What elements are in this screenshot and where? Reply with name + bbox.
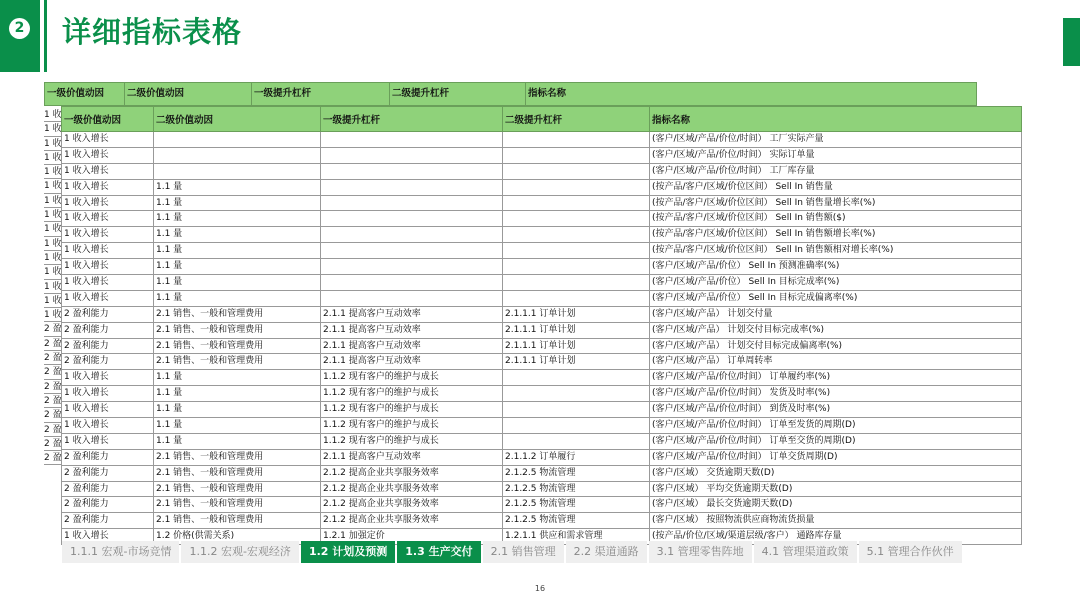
table-cell: 2 盈利能力 bbox=[62, 481, 154, 497]
table-cell: 2.1.1 提高客户互动效率 bbox=[321, 338, 503, 354]
table-cell: 2.1.1.1 订单计划 bbox=[503, 322, 650, 338]
table-cell bbox=[321, 227, 503, 243]
table-cell: 2.1.1 提高客户互动效率 bbox=[321, 449, 503, 465]
table-cell: 2.1.1 提高客户互动效率 bbox=[321, 306, 503, 322]
table-cell: (客户/区域/产品） 计划交付量 bbox=[650, 306, 1022, 322]
table-cell: 2.1.2.5 物流管理 bbox=[503, 465, 650, 481]
column-header: 指标名称 bbox=[650, 107, 1022, 132]
table-row bbox=[62, 418, 1022, 434]
table-cell: 1.1 量 bbox=[154, 259, 321, 275]
nav-tab[interactable]: 1.3 生产交付 bbox=[397, 541, 480, 563]
table-cell: (按产品/客户/区域/价位区间） Sell In 销售量增长率(%) bbox=[650, 195, 1022, 211]
table-cell: 2.1.2 提高企业共享服务效率 bbox=[321, 513, 503, 529]
table-cell: 2 盈利能力 bbox=[62, 322, 154, 338]
table-row bbox=[62, 497, 1022, 513]
column-header: 一级提升杠杆 bbox=[321, 107, 503, 132]
stub-cell: 1 收 bbox=[44, 251, 62, 265]
table-cell: 1.1 量 bbox=[154, 386, 321, 402]
table-cell bbox=[503, 386, 650, 402]
table-cell: 1.1.2 现有客户的维护与成长 bbox=[321, 386, 503, 402]
table-cell bbox=[321, 163, 503, 179]
table-cell: (客户/区域/产品/价位/时间） 工厂实际产量 bbox=[650, 132, 1022, 148]
table-cell: 2.1 销售、一般和管理费用 bbox=[154, 354, 321, 370]
table-cell bbox=[503, 227, 650, 243]
table-cell: 1.1 量 bbox=[154, 211, 321, 227]
nav-tab[interactable]: 2.1 销售管理 bbox=[483, 541, 564, 563]
outer-header-cell: 一级价值动因 bbox=[45, 83, 125, 105]
table-cell: 1 收入增长 bbox=[62, 132, 154, 148]
table-cell: 2.1.1.1 订单计划 bbox=[503, 306, 650, 322]
stub-cell: 2 盈 bbox=[44, 337, 62, 351]
table-cell: 1.1 量 bbox=[154, 227, 321, 243]
section-nav bbox=[62, 541, 964, 563]
table-cell: 1 收入增长 bbox=[62, 211, 154, 227]
outer-header-row bbox=[44, 82, 977, 106]
table-cell: 1.2 价格(供需关系) bbox=[154, 529, 321, 545]
table-row bbox=[62, 243, 1022, 259]
stub-cell: 1 收 bbox=[44, 280, 62, 294]
table-cell: 2 盈利能力 bbox=[62, 449, 154, 465]
table-cell: 2.1 销售、一般和管理费用 bbox=[154, 481, 321, 497]
nav-tab[interactable]: 1.1.1 宏观-市场竞情 bbox=[62, 541, 179, 563]
table-cell bbox=[321, 147, 503, 163]
table-row bbox=[62, 179, 1022, 195]
page-number: 16 bbox=[534, 584, 546, 593]
table-cell bbox=[154, 132, 321, 148]
table-cell bbox=[503, 147, 650, 163]
stub-cell: 1 收 bbox=[44, 165, 62, 179]
table-cell bbox=[154, 147, 321, 163]
table-cell: 1 收入增长 bbox=[62, 163, 154, 179]
table-cell: (客户/区域/产品/价位/时间） 订单交货周期(D) bbox=[650, 449, 1022, 465]
table-cell: (按产品/客户/区域/价位区间） Sell In 销售量 bbox=[650, 179, 1022, 195]
table-cell: 1 收入增长 bbox=[62, 290, 154, 306]
table-cell: (按产品/客户/区域/价位区间） Sell In 销售额($) bbox=[650, 211, 1022, 227]
table-cell: 1.1 量 bbox=[154, 433, 321, 449]
title-divider bbox=[44, 0, 47, 72]
table-cell: 2.1.1 提高客户互动效率 bbox=[321, 354, 503, 370]
table-cell: (客户/区域） 平均交货逾期天数(D) bbox=[650, 481, 1022, 497]
table-row bbox=[62, 227, 1022, 243]
table-cell: 2.1.2.5 物流管理 bbox=[503, 513, 650, 529]
stub-cell: 1 收 bbox=[44, 294, 62, 308]
stub-cell: 2 盈 bbox=[44, 380, 62, 394]
table-cell: 2.1 销售、一般和管理费用 bbox=[154, 306, 321, 322]
table-cell: 1 收入增长 bbox=[62, 386, 154, 402]
table-cell: (客户/区域） 按照物流供应商物流货损量 bbox=[650, 513, 1022, 529]
table-cell: 1 收入增长 bbox=[62, 195, 154, 211]
stub-cell: 2 盈 bbox=[44, 423, 62, 437]
table-cell: 2.1.1.1 订单计划 bbox=[503, 354, 650, 370]
table-row bbox=[62, 370, 1022, 386]
table-cell: 2.1.2.5 物流管理 bbox=[503, 497, 650, 513]
table-cell bbox=[503, 370, 650, 386]
table-row bbox=[62, 386, 1022, 402]
table-cell: 1.1.2 现有客户的维护与成长 bbox=[321, 370, 503, 386]
table-cell bbox=[503, 402, 650, 418]
table-cell: 1.1.2 现有客户的维护与成长 bbox=[321, 433, 503, 449]
table-cell: 2.1.1.1 订单计划 bbox=[503, 338, 650, 354]
table-cell: 1.1.2 现有客户的维护与成长 bbox=[321, 418, 503, 434]
table-row bbox=[62, 290, 1022, 306]
column-header: 二级价值动因 bbox=[154, 107, 321, 132]
table-row bbox=[62, 195, 1022, 211]
table-cell: 1 收入增长 bbox=[62, 147, 154, 163]
stub-cell: 2 盈 bbox=[44, 437, 62, 451]
table-row bbox=[62, 402, 1022, 418]
table-cell: 1.2.1 加强定价 bbox=[321, 529, 503, 545]
stub-cell: 1 收 bbox=[44, 108, 62, 122]
table-cell: 1.1 量 bbox=[154, 370, 321, 386]
table-cell: 1.1 量 bbox=[154, 243, 321, 259]
table-cell: 2.1.2 提高企业共享服务效率 bbox=[321, 481, 503, 497]
table-row bbox=[62, 481, 1022, 497]
table-cell bbox=[503, 433, 650, 449]
table-row bbox=[62, 322, 1022, 338]
table-cell bbox=[503, 195, 650, 211]
table-row bbox=[62, 211, 1022, 227]
stub-cell: 2 盈 bbox=[44, 394, 62, 408]
table-row bbox=[62, 132, 1022, 148]
table-cell: 1 收入增长 bbox=[62, 370, 154, 386]
table-cell: (客户/区域/产品/价位） Sell In 目标完成偏离率(%) bbox=[650, 290, 1022, 306]
nav-tab[interactable]: 1.2 计划及预测 bbox=[301, 541, 395, 563]
table-cell: 1 收入增长 bbox=[62, 529, 154, 545]
table-cell: 2.1.1.2 订单履行 bbox=[503, 449, 650, 465]
table-cell: (按产品/客户/区域/价位区间） Sell In 销售额增长率(%) bbox=[650, 227, 1022, 243]
table-cell bbox=[321, 195, 503, 211]
table-row bbox=[62, 433, 1022, 449]
table-cell: 2.1 销售、一般和管理费用 bbox=[154, 338, 321, 354]
table-cell: 2.1 销售、一般和管理费用 bbox=[154, 449, 321, 465]
table-cell: (客户/区域/产品/价位/时间） 实际订单量 bbox=[650, 147, 1022, 163]
table-row bbox=[62, 147, 1022, 163]
table-cell: (客户/区域/产品/价位/时间） 发货及时率(%) bbox=[650, 386, 1022, 402]
nav-tab[interactable]: 3.1 管理零售阵地 bbox=[649, 541, 752, 563]
table-row bbox=[62, 513, 1022, 529]
table-cell: (客户/区域/产品/价位/时间） 订单至交货的周期(D) bbox=[650, 433, 1022, 449]
table-cell bbox=[321, 132, 503, 148]
stub-cell: 1 收 bbox=[44, 179, 62, 193]
stub-cell: 1 收 bbox=[44, 208, 62, 222]
table-cell: (客户/区域/产品/价位/时间） 订单至发货的周期(D) bbox=[650, 418, 1022, 434]
stub-cell: 1 收 bbox=[44, 308, 62, 322]
table-cell: 1 收入增长 bbox=[62, 179, 154, 195]
table-cell bbox=[503, 243, 650, 259]
table-cell: 1.1 量 bbox=[154, 290, 321, 306]
outer-header-cell: 二级提升杠杆 bbox=[390, 83, 526, 105]
table-cell: (客户/区域/产品） 计划交付目标完成率(%) bbox=[650, 322, 1022, 338]
table-cell: 1.1 量 bbox=[154, 402, 321, 418]
table-cell bbox=[503, 132, 650, 148]
table-cell bbox=[503, 211, 650, 227]
table-cell bbox=[154, 163, 321, 179]
table-cell: 1.1 量 bbox=[154, 179, 321, 195]
table-cell bbox=[503, 290, 650, 306]
table-cell bbox=[321, 275, 503, 291]
table-row bbox=[62, 449, 1022, 465]
table-cell: 1 收入增长 bbox=[62, 275, 154, 291]
table-cell: 2 盈利能力 bbox=[62, 497, 154, 513]
nav-tab[interactable]: 1.1.2 宏观-宏观经济 bbox=[181, 541, 298, 563]
table-row bbox=[62, 259, 1022, 275]
table-cell bbox=[503, 163, 650, 179]
table-cell: 2 盈利能力 bbox=[62, 338, 154, 354]
stub-cell: 1 收 bbox=[44, 122, 62, 136]
nav-tab[interactable]: 4.1 管理渠道政策 bbox=[754, 541, 857, 563]
table-cell bbox=[321, 211, 503, 227]
stub-cell: 2 盈 bbox=[44, 322, 62, 336]
table-cell: 2 盈利能力 bbox=[62, 465, 154, 481]
section-number-badge bbox=[0, 0, 40, 72]
table-cell bbox=[321, 179, 503, 195]
outer-header-cell: 指标名称 bbox=[528, 88, 567, 99]
table-cell: 2.1.2 提高企业共享服务效率 bbox=[321, 497, 503, 513]
table-cell bbox=[503, 259, 650, 275]
stub-cell: 1 收 bbox=[44, 222, 62, 236]
table-cell: 2 盈利能力 bbox=[62, 354, 154, 370]
table-cell: 2 盈利能力 bbox=[62, 306, 154, 322]
stub-cell: 2 盈 bbox=[44, 365, 62, 379]
table-cell: 1 收入增长 bbox=[62, 227, 154, 243]
corner-accent-bar bbox=[1063, 18, 1080, 66]
table-cell: 1.1 量 bbox=[154, 418, 321, 434]
table-cell: 1 收入增长 bbox=[62, 243, 154, 259]
stub-cell: 2 盈 bbox=[44, 351, 62, 365]
stub-cell: 2 盈 bbox=[44, 408, 62, 422]
table-cell: 2.1 销售、一般和管理费用 bbox=[154, 497, 321, 513]
stub-cell: 1 收 bbox=[44, 265, 62, 279]
stub-cell: 1 收 bbox=[44, 137, 62, 151]
table-cell bbox=[321, 290, 503, 306]
table-cell: (客户/区域/产品/价位/时间） 订单履约率(%) bbox=[650, 370, 1022, 386]
stub-cell: 1 收 bbox=[44, 194, 62, 208]
table-cell bbox=[503, 418, 650, 434]
table-cell: (按产品/客户/区域/价位区间） Sell In 销售额相对增长率(%) bbox=[650, 243, 1022, 259]
table-cell bbox=[321, 259, 503, 275]
table-cell: (客户/区域） 最长交货逾期天数(D) bbox=[650, 497, 1022, 513]
table-cell: 1.1 量 bbox=[154, 275, 321, 291]
outer-header-cell: 一级提升杠杆 bbox=[252, 83, 390, 105]
table-row bbox=[62, 338, 1022, 354]
table-header-row bbox=[62, 107, 1022, 132]
stub-cell: 1 收 bbox=[44, 151, 62, 165]
nav-tab[interactable]: 5.1 管理合作伙伴 bbox=[859, 541, 962, 563]
table-cell: (按产品/价位/区域/渠道层级/客户） 通路库存量 bbox=[650, 529, 1022, 545]
table-row bbox=[62, 163, 1022, 179]
table-cell: (客户/区域/产品/价位/时间） 工厂库存量 bbox=[650, 163, 1022, 179]
table-cell bbox=[503, 275, 650, 291]
table-cell: 2 盈利能力 bbox=[62, 513, 154, 529]
section-number: 2 bbox=[9, 18, 30, 39]
table-cell: (客户/区域） 交货逾期天数(D) bbox=[650, 465, 1022, 481]
table-cell: 2.1 销售、一般和管理费用 bbox=[154, 322, 321, 338]
table-cell: 1.2.1.1 供应和需求管理 bbox=[503, 529, 650, 545]
table-cell: (客户/区域/产品/价位） Sell In 预测准确率(%) bbox=[650, 259, 1022, 275]
table-cell: 2.1.1 提高客户互动效率 bbox=[321, 322, 503, 338]
table-cell: 1 收入增长 bbox=[62, 433, 154, 449]
outer-header-cell: 二级价值动因 bbox=[125, 83, 252, 105]
table-cell: 2.1.2.5 物流管理 bbox=[503, 481, 650, 497]
table-cell: 1.1.2 现有客户的维护与成长 bbox=[321, 402, 503, 418]
table-cell: 1 收入增长 bbox=[62, 402, 154, 418]
indicator-table bbox=[61, 106, 1022, 545]
stub-cell: 2 盈 bbox=[44, 451, 62, 465]
table-cell: 1 收入增长 bbox=[62, 259, 154, 275]
table-cell bbox=[321, 243, 503, 259]
table-row bbox=[62, 275, 1022, 291]
overlapped-stub-column bbox=[44, 108, 62, 465]
table-row bbox=[62, 465, 1022, 481]
table-cell bbox=[503, 179, 650, 195]
table-cell: (客户/区域/产品） 计划交付目标完成偏离率(%) bbox=[650, 338, 1022, 354]
table-row bbox=[62, 354, 1022, 370]
column-header: 二级提升杠杆 bbox=[503, 107, 650, 132]
table-cell: 2.1 销售、一般和管理费用 bbox=[154, 465, 321, 481]
column-header: 一级价值动因 bbox=[62, 107, 154, 132]
table-cell: 2.1 销售、一般和管理费用 bbox=[154, 513, 321, 529]
page-title: 详细指标表格 bbox=[62, 15, 243, 49]
table-cell: (客户/区域/产品/价位） Sell In 目标完成率(%) bbox=[650, 275, 1022, 291]
table-cell: 2.1.2 提高企业共享服务效率 bbox=[321, 465, 503, 481]
table-cell: 1.1 量 bbox=[154, 195, 321, 211]
table-cell: 1 收入增长 bbox=[62, 418, 154, 434]
nav-tab[interactable]: 2.2 渠道通路 bbox=[566, 541, 647, 563]
table-cell: (客户/区域/产品） 订单周转率 bbox=[650, 354, 1022, 370]
table-cell: (客户/区域/产品/价位/时间） 到货及时率(%) bbox=[650, 402, 1022, 418]
table-row bbox=[62, 306, 1022, 322]
stub-cell: 1 收 bbox=[44, 237, 62, 251]
